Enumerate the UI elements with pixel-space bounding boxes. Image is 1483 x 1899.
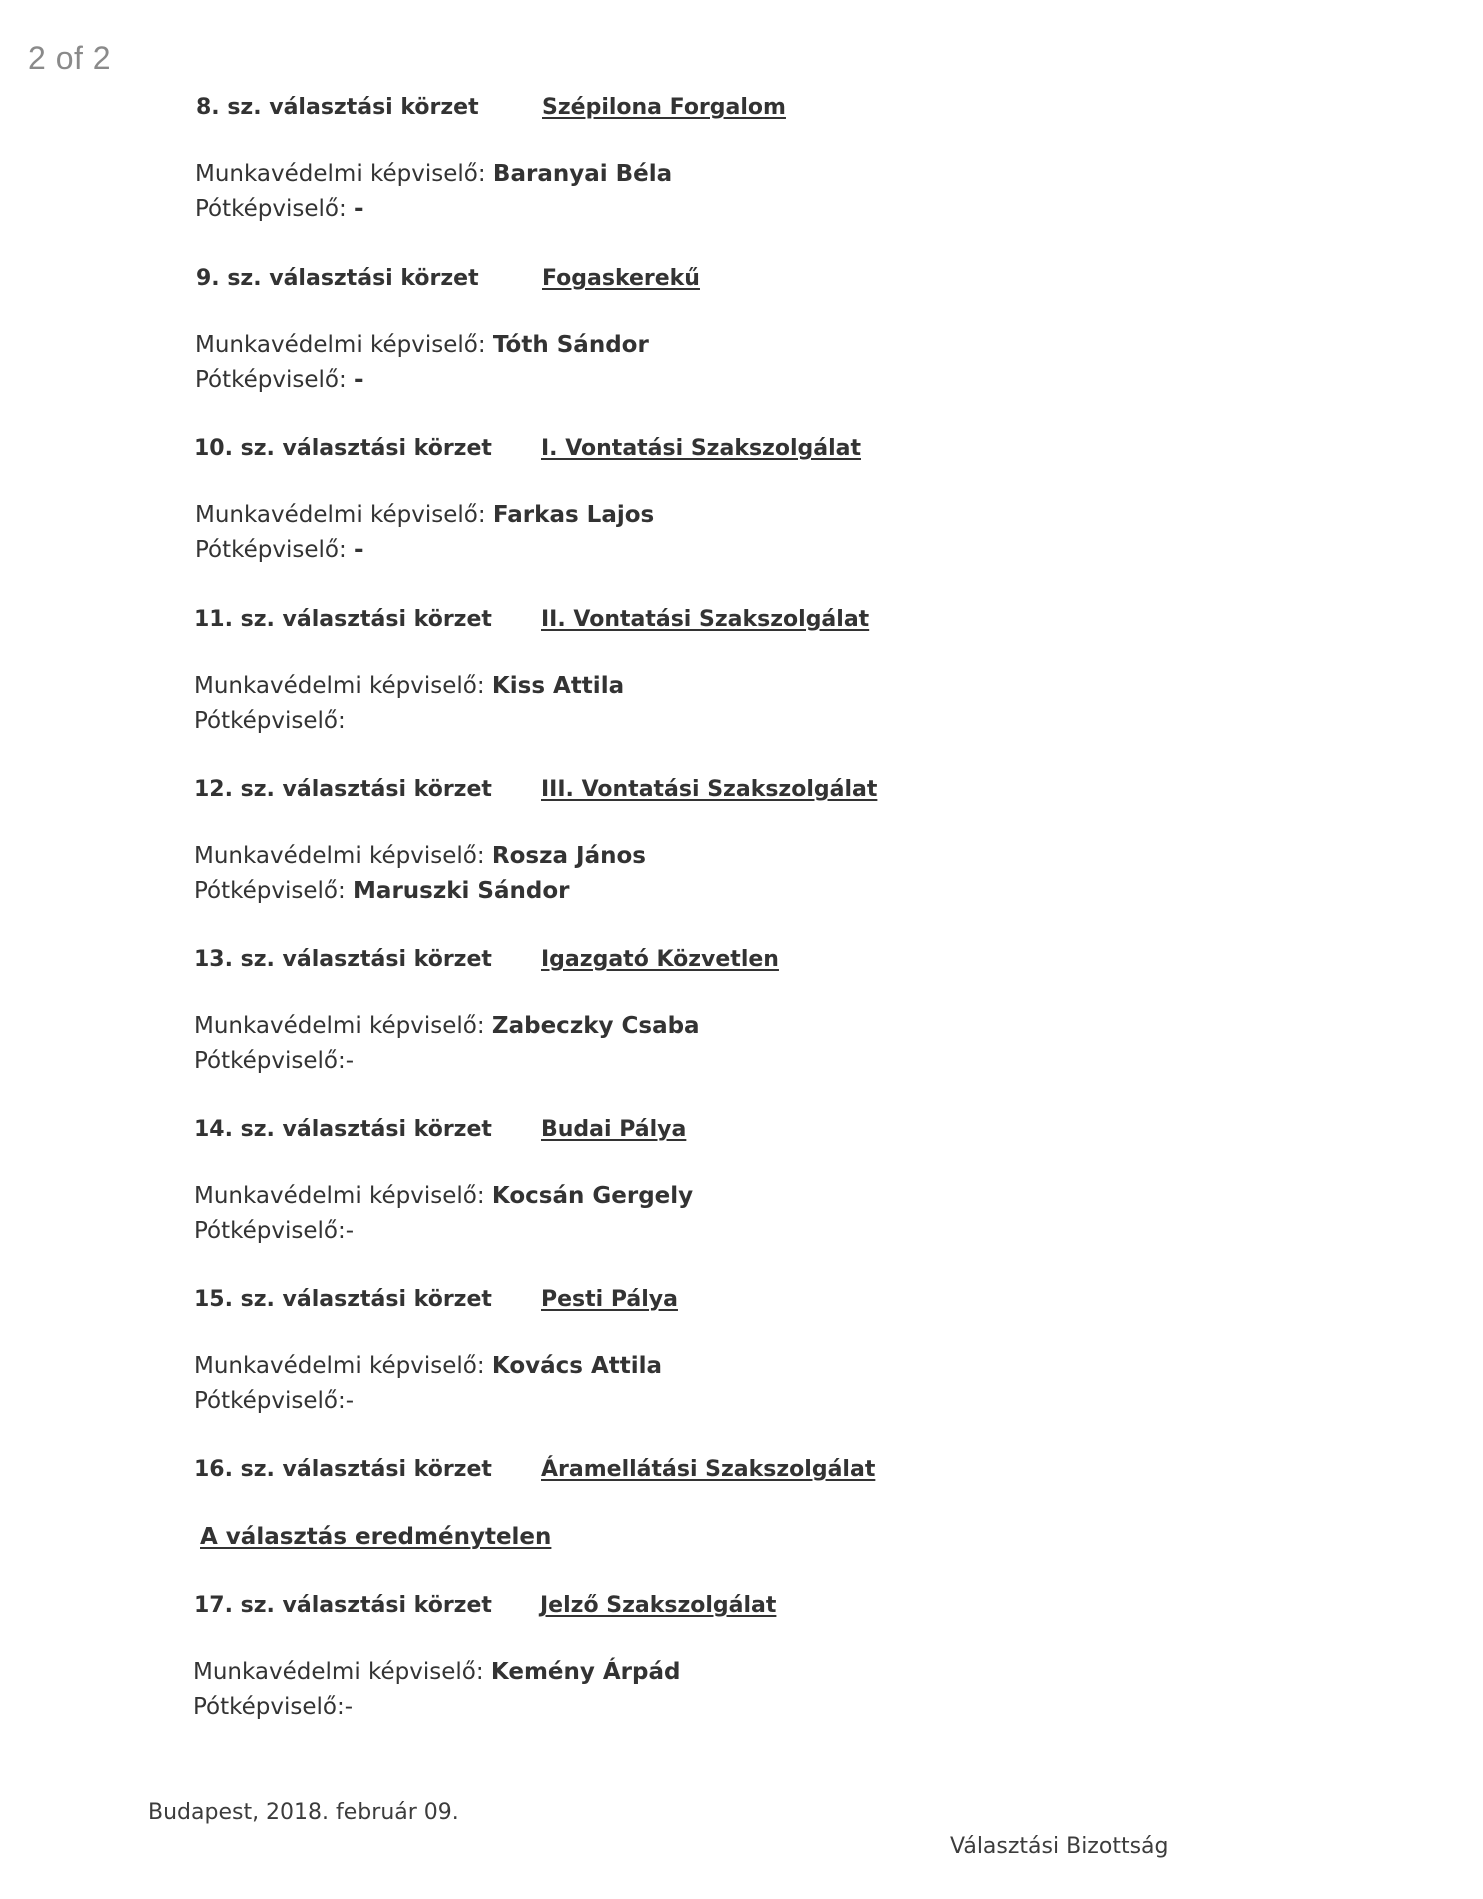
representative-line (194, 1182, 693, 1210)
substitute-name: - (354, 196, 364, 222)
representative-label: Munkavédelmi képviselő: (194, 1013, 492, 1039)
district-heading (196, 93, 479, 122)
district-label: 9. sz. választási körzet (196, 266, 479, 291)
substitute-label: Pótképviselő: (194, 708, 346, 734)
representative-label: Munkavédelmi képviselő: (194, 1353, 492, 1379)
representative-label: Munkavédelmi képviselő: (195, 502, 493, 528)
district-heading (194, 945, 492, 974)
district-name-text: Jelző Szakszolgálat (540, 1593, 777, 1618)
representative-name: Kovács Attila (491, 1353, 663, 1379)
substitute-name: - (354, 367, 364, 393)
district-heading (196, 264, 479, 293)
district-name (541, 1455, 875, 1484)
page-counter: 2 of 2 (28, 40, 112, 76)
representative-line (195, 501, 654, 529)
representative-name: Kocsán Gergely (491, 1183, 694, 1209)
substitute-line (195, 536, 364, 564)
district-heading (194, 605, 492, 634)
substitute-label: Pótképviselő:- (194, 1048, 355, 1074)
district-heading (194, 1455, 492, 1484)
district-heading (194, 1115, 492, 1144)
district-label: 13. sz. választási körzet (194, 947, 492, 972)
district-label: 10. sz. választási körzet (194, 436, 492, 461)
representative-name: Baranyai Béla (492, 161, 673, 187)
district-name-text: I. Vontatási Szakszolgálat (541, 436, 861, 461)
district-name-text: Pesti Pálya (541, 1287, 678, 1312)
district-name-text: II. Vontatási Szakszolgálat (541, 607, 870, 632)
representative-label: Munkavédelmi képviselő: (194, 1183, 492, 1209)
district-name (541, 434, 861, 463)
place-date: Budapest, 2018. február 09. (148, 1800, 459, 1825)
district-label: 11. sz. választási körzet (194, 607, 492, 632)
representative-name: Zabeczky Csaba (491, 1013, 700, 1039)
district-label: 16. sz. választási körzet (194, 1457, 492, 1482)
representative-label: Munkavédelmi képviselő: (193, 1659, 491, 1685)
substitute-line (194, 877, 570, 905)
district-heading (194, 775, 492, 804)
district-label: 14. sz. választási körzet (194, 1117, 492, 1142)
representative-name: Tóth Sándor (492, 332, 649, 358)
district-name (542, 264, 700, 293)
substitute-line (194, 1047, 354, 1075)
representative-name: Kiss Attila (491, 673, 625, 699)
substitute-label: Pótképviselő: (194, 878, 354, 904)
substitute-line (193, 1693, 353, 1721)
district-name-text: Szépilona Forgalom (542, 95, 786, 120)
district-heading (194, 434, 492, 463)
election-result-text: A választás eredménytelen (200, 1524, 552, 1550)
district-label: 15. sz. választási körzet (194, 1287, 492, 1312)
district-name (540, 1591, 776, 1620)
substitute-line (195, 366, 364, 394)
representative-line (194, 1352, 662, 1380)
representative-label: Munkavédelmi képviselő: (194, 843, 492, 869)
district-name (541, 1115, 686, 1144)
substitute-label: Pótképviselő: (195, 367, 355, 393)
representative-name: Rosza János (491, 843, 646, 869)
substitute-label: Pótképviselő:- (194, 1218, 355, 1244)
district-name-text: Igazgató Közvetlen (541, 947, 779, 972)
representative-label: Munkavédelmi képviselő: (195, 332, 493, 358)
district-name-text: Áramellátási Szakszolgálat (541, 1457, 876, 1482)
representative-name: Farkas Lajos (492, 502, 655, 528)
substitute-label: Pótképviselő:- (194, 1388, 355, 1414)
representative-line (195, 331, 649, 359)
representative-line (194, 672, 624, 700)
representative-line (194, 842, 646, 870)
district-label: 17. sz. választási körzet (194, 1593, 492, 1618)
district-name (541, 945, 779, 974)
district-name (541, 775, 877, 804)
representative-line (193, 1658, 680, 1686)
district-name-text: III. Vontatási Szakszolgálat (541, 777, 878, 802)
representative-line (195, 160, 672, 188)
district-name-text: Fogaskerekű (542, 266, 700, 291)
substitute-label: Pótképviselő: (195, 537, 355, 563)
district-name (541, 1285, 678, 1314)
district-name (541, 605, 869, 634)
representative-name: Kemény Árpád (490, 1659, 681, 1685)
representative-label: Munkavédelmi képviselő: (195, 161, 493, 187)
substitute-label: Pótképviselő:- (193, 1694, 354, 1720)
district-label: 8. sz. választási körzet (196, 95, 479, 120)
representative-label: Munkavédelmi képviselő: (194, 673, 492, 699)
substitute-line (195, 195, 364, 223)
district-heading (194, 1591, 492, 1620)
district-name (542, 93, 786, 122)
district-heading (194, 1285, 492, 1314)
representative-line (194, 1012, 700, 1040)
substitute-name: Maruszki Sándor (353, 878, 570, 904)
substitute-line (194, 1217, 354, 1245)
district-name-text: Budai Pálya (541, 1117, 687, 1142)
district-label: 12. sz. választási körzet (194, 777, 492, 802)
substitute-label: Pótképviselő: (195, 196, 355, 222)
substitute-name: - (354, 537, 364, 563)
substitute-line (194, 707, 346, 735)
substitute-line (194, 1387, 354, 1415)
signature-committee: Választási Bizottság (950, 1834, 1169, 1859)
election-result (194, 1523, 551, 1551)
